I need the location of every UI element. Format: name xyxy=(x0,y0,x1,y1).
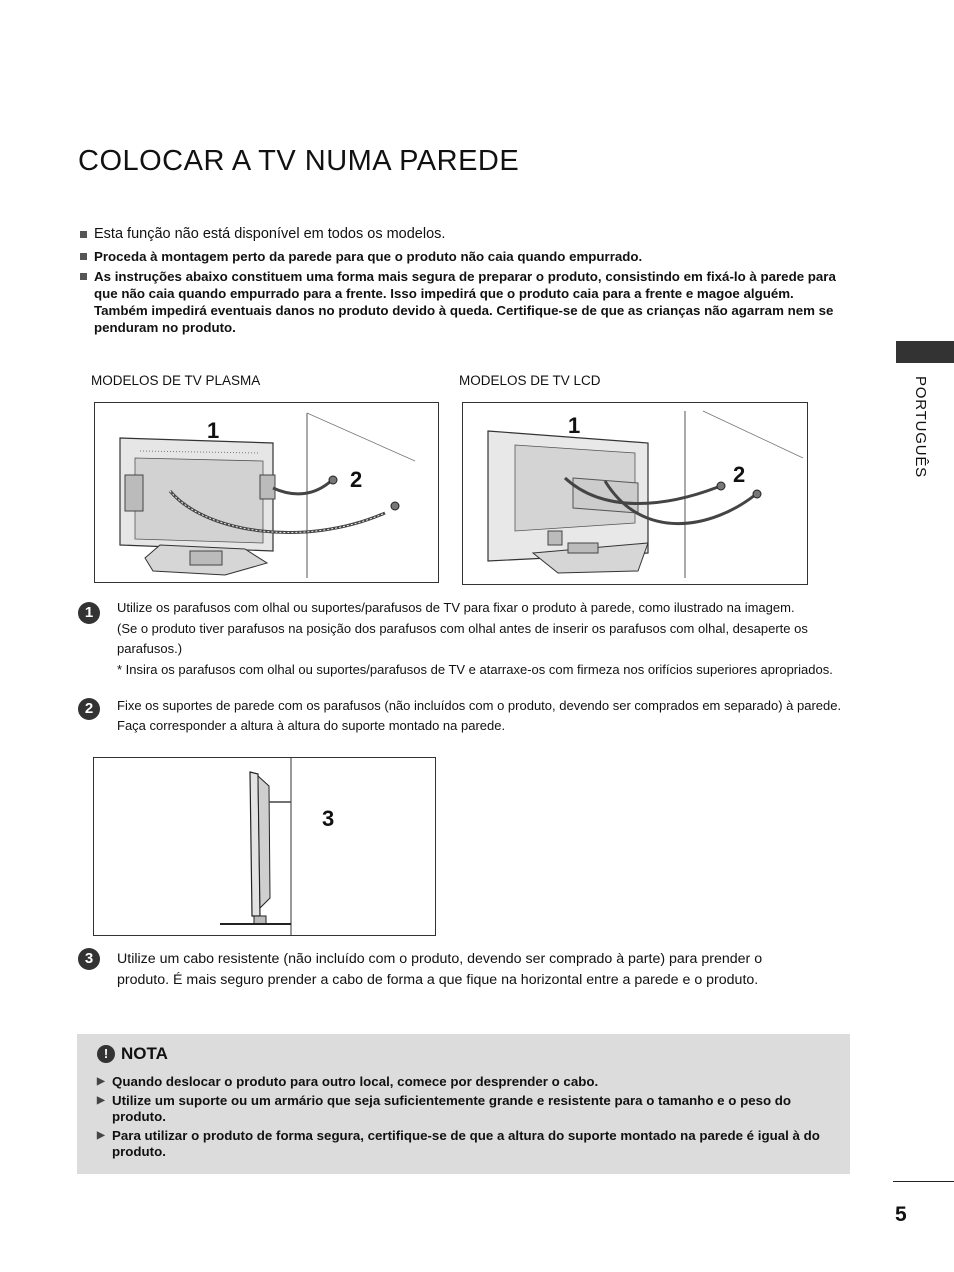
nota-item xyxy=(97,1093,842,1125)
step-1-text xyxy=(117,598,842,681)
step-2-text xyxy=(117,696,842,737)
callout-1: 1 xyxy=(568,413,581,438)
nota-list xyxy=(97,1074,842,1163)
nota-header xyxy=(97,1044,168,1064)
square-bullet-icon xyxy=(80,273,87,280)
step-number-badge: 2 xyxy=(78,698,100,720)
lcd-tv-wall-figure xyxy=(462,402,808,585)
intro-bullet-list xyxy=(80,226,840,339)
plasma-tv-wall-figure xyxy=(94,402,439,583)
bullet-item xyxy=(80,248,840,265)
exclamation-icon: ! xyxy=(97,1045,115,1063)
nota-item-text: Para utilizar o produto de forma segura, certifique-se de que a altura do suporte montado na parede é igual à do produto. xyxy=(112,1128,820,1159)
step-3-text xyxy=(117,949,797,992)
step-3-line: Utilize um cabo resistente (não incluído com o produto, devendo ser comprado à parte) para prender o produto. É mais seguro prender a cabo de forma a que fique na horizontal entre a parede e o produto. xyxy=(117,951,763,988)
language-tab-marker xyxy=(896,341,954,363)
side-view-illustration xyxy=(94,758,435,935)
callout-2: 2 xyxy=(350,467,363,492)
square-bullet-icon xyxy=(80,253,87,260)
nota-item-text: Utilize um suporte ou um armário que seja suficientemente grande e resistente para o tamanho e o peso do produto. xyxy=(112,1093,792,1124)
nota-heading: NOTA xyxy=(121,1044,168,1063)
square-bullet-icon xyxy=(80,231,87,238)
nota-box xyxy=(77,1034,850,1174)
nota-item xyxy=(97,1128,842,1160)
plasma-tv-illustration xyxy=(95,403,438,582)
step-2-line: Fixe os suportes de parede com os parafusos (não incluídos com o produto, devendo ser comprados em separado) à parede. Faça corresponder a altura à altura do suporte montado na parede. xyxy=(117,698,842,733)
bullet-text: Proceda à montagem perto da parede para que o produto não caia quando empurrado. xyxy=(94,249,643,264)
step-number-badge: 3 xyxy=(78,948,100,970)
language-side-label: PORTUGUÊS xyxy=(912,376,929,478)
page-number-rule xyxy=(893,1181,954,1182)
plasma-caption: MODELOS DE TV PLASMA xyxy=(91,373,261,388)
bullet-text: As instruções abaixo constituem uma forma mais segura de preparar o produto, consistindo em fixá-lo à parede para que não caia quando empurrado para a frente. Isso impedirá que o produto caia para a frente e magoe alguém. Também impedirá eventuais danos no produto devido à queda. Certifique-se de que as crianças não agarram nem se penduram no produto. xyxy=(94,269,836,335)
bullet-item xyxy=(80,226,840,243)
step-number-badge: 1 xyxy=(78,602,100,624)
callout-1: 1 xyxy=(207,418,220,443)
nota-item xyxy=(97,1074,842,1090)
bullet-text: Esta função não está disponível em todos os modelos. xyxy=(94,226,446,242)
nota-item-text: Quando deslocar o produto para outro local, comece por desprender o cabo. xyxy=(112,1074,599,1089)
lcd-tv-illustration xyxy=(463,403,807,584)
lcd-caption: MODELOS DE TV LCD xyxy=(459,373,601,388)
triangle-arrow-icon: ▶ xyxy=(97,1076,105,1087)
step-1-line: Utilize os parafusos com olhal ou suportes/parafusos de TV para fixar o produto à parede, como ilustrado na imagem. xyxy=(117,600,795,615)
page-title: COLOCAR A TV NUMA PAREDE xyxy=(78,145,520,177)
triangle-arrow-icon: ▶ xyxy=(97,1095,105,1106)
callout-3: 3 xyxy=(322,806,335,831)
step-1-line: * Insira os parafusos com olhal ou suportes/parafusos de TV e atarraxe-os com firmeza nos orifícios superiores apropriados. xyxy=(117,662,833,677)
side-view-figure xyxy=(93,757,436,936)
bullet-item xyxy=(80,268,840,336)
step-1-line: (Se o produto tiver parafusos na posição dos parafusos com olhal antes de inserir os parafusos com olhal, desaperte os parafusos.) xyxy=(117,621,808,656)
callout-2: 2 xyxy=(733,462,746,487)
page-number: 5 xyxy=(895,1203,907,1226)
triangle-arrow-icon: ▶ xyxy=(97,1130,105,1141)
